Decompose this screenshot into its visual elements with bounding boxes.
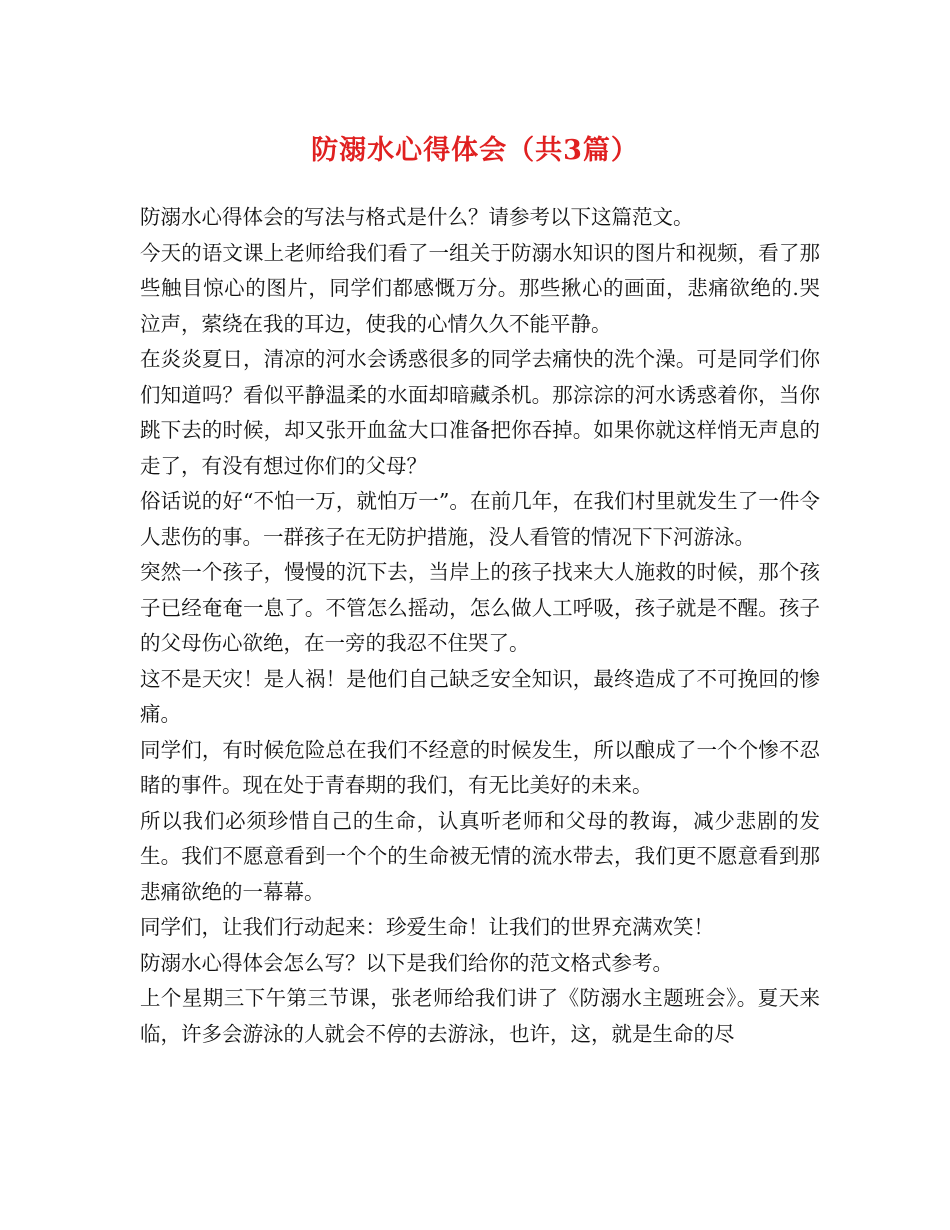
paragraph-1: 防溺水心得体会的写法与格式是什么？请参考以下这篇范文。 [140, 205, 694, 229]
paragraph-7: 同学们，有时候危险总在我们不经意的时候发生，所以酿成了一个个惨不忍睹的事件。现在处于青春期的我们，有无比美好的未来。 [140, 737, 820, 797]
document-body [140, 200, 820, 1052]
paragraph-5: 突然一个孩子，慢慢的沉下去，当岸上的孩子找来大人施救的时候，那个孩子已经奄奄一息了。不管怎么摇动，怎么做人工呼吸，孩子就是不醒。孩子的父母伤心欲绝，在一旁的我忍不住哭了。 [140, 560, 820, 655]
paragraph-6: 这不是天灾！是人祸！是他们自己缺乏安全知识，最终造成了不可挽回的惨痛。 [140, 666, 820, 726]
paragraph-4: 俗话说的好“不怕一万，就怕万一”。在前几年，在我们村里就发生了一件令人悲伤的事。一群孩子在无防护措施，没人看管的情况下下河游泳。 [140, 489, 820, 549]
document-title: 防溺水心得体会（共3篇） [311, 135, 639, 166]
paragraph-11: 上个星期三下午第三节课，张老师给我们讲了《防溺水主题班会》。夏天来临，许多会游泳的人就会不停的去游泳，也许，这，就是生命的尽 [140, 986, 820, 1046]
paragraph-10: 防溺水心得体会怎么写？以下是我们给你的范文格式参考。 [140, 950, 673, 975]
paragraph-8: 所以我们必须珍惜自己的生命，认真听老师和父母的教诲，减少悲剧的发生。我们不愿意看到一个个的生命被无情的流水带去，我们更不愿意看到那悲痛欲绝的一幕幕。 [140, 808, 820, 904]
paragraph-9: 同学们，让我们行动起来：珍爱生命！让我们的世界充满欢笑！ [140, 915, 714, 939]
paragraph-2: 今天的语文课上老师给我们看了一组关于防溺水知识的图片和视频，看了那些触目惊心的图片，同学们都感慨万分。那些揪心的画面，悲痛欲绝的.哭泣声，萦绕在我的耳边，使我的心情久久不能平静。 [140, 240, 820, 336]
paragraph-3: 在炎炎夏日，清凉的河水会诱惑很多的同学去痛快的洗个澡。可是同学们你们知道吗？看似平静温柔的水面却暗藏杀机。那淙淙的河水诱惑着你，当你跳下去的时候，却又张开血盆大口准备把你吞掉。如果你就这样悄无声息的走了，有没有想过你们的父母？ [140, 347, 820, 478]
